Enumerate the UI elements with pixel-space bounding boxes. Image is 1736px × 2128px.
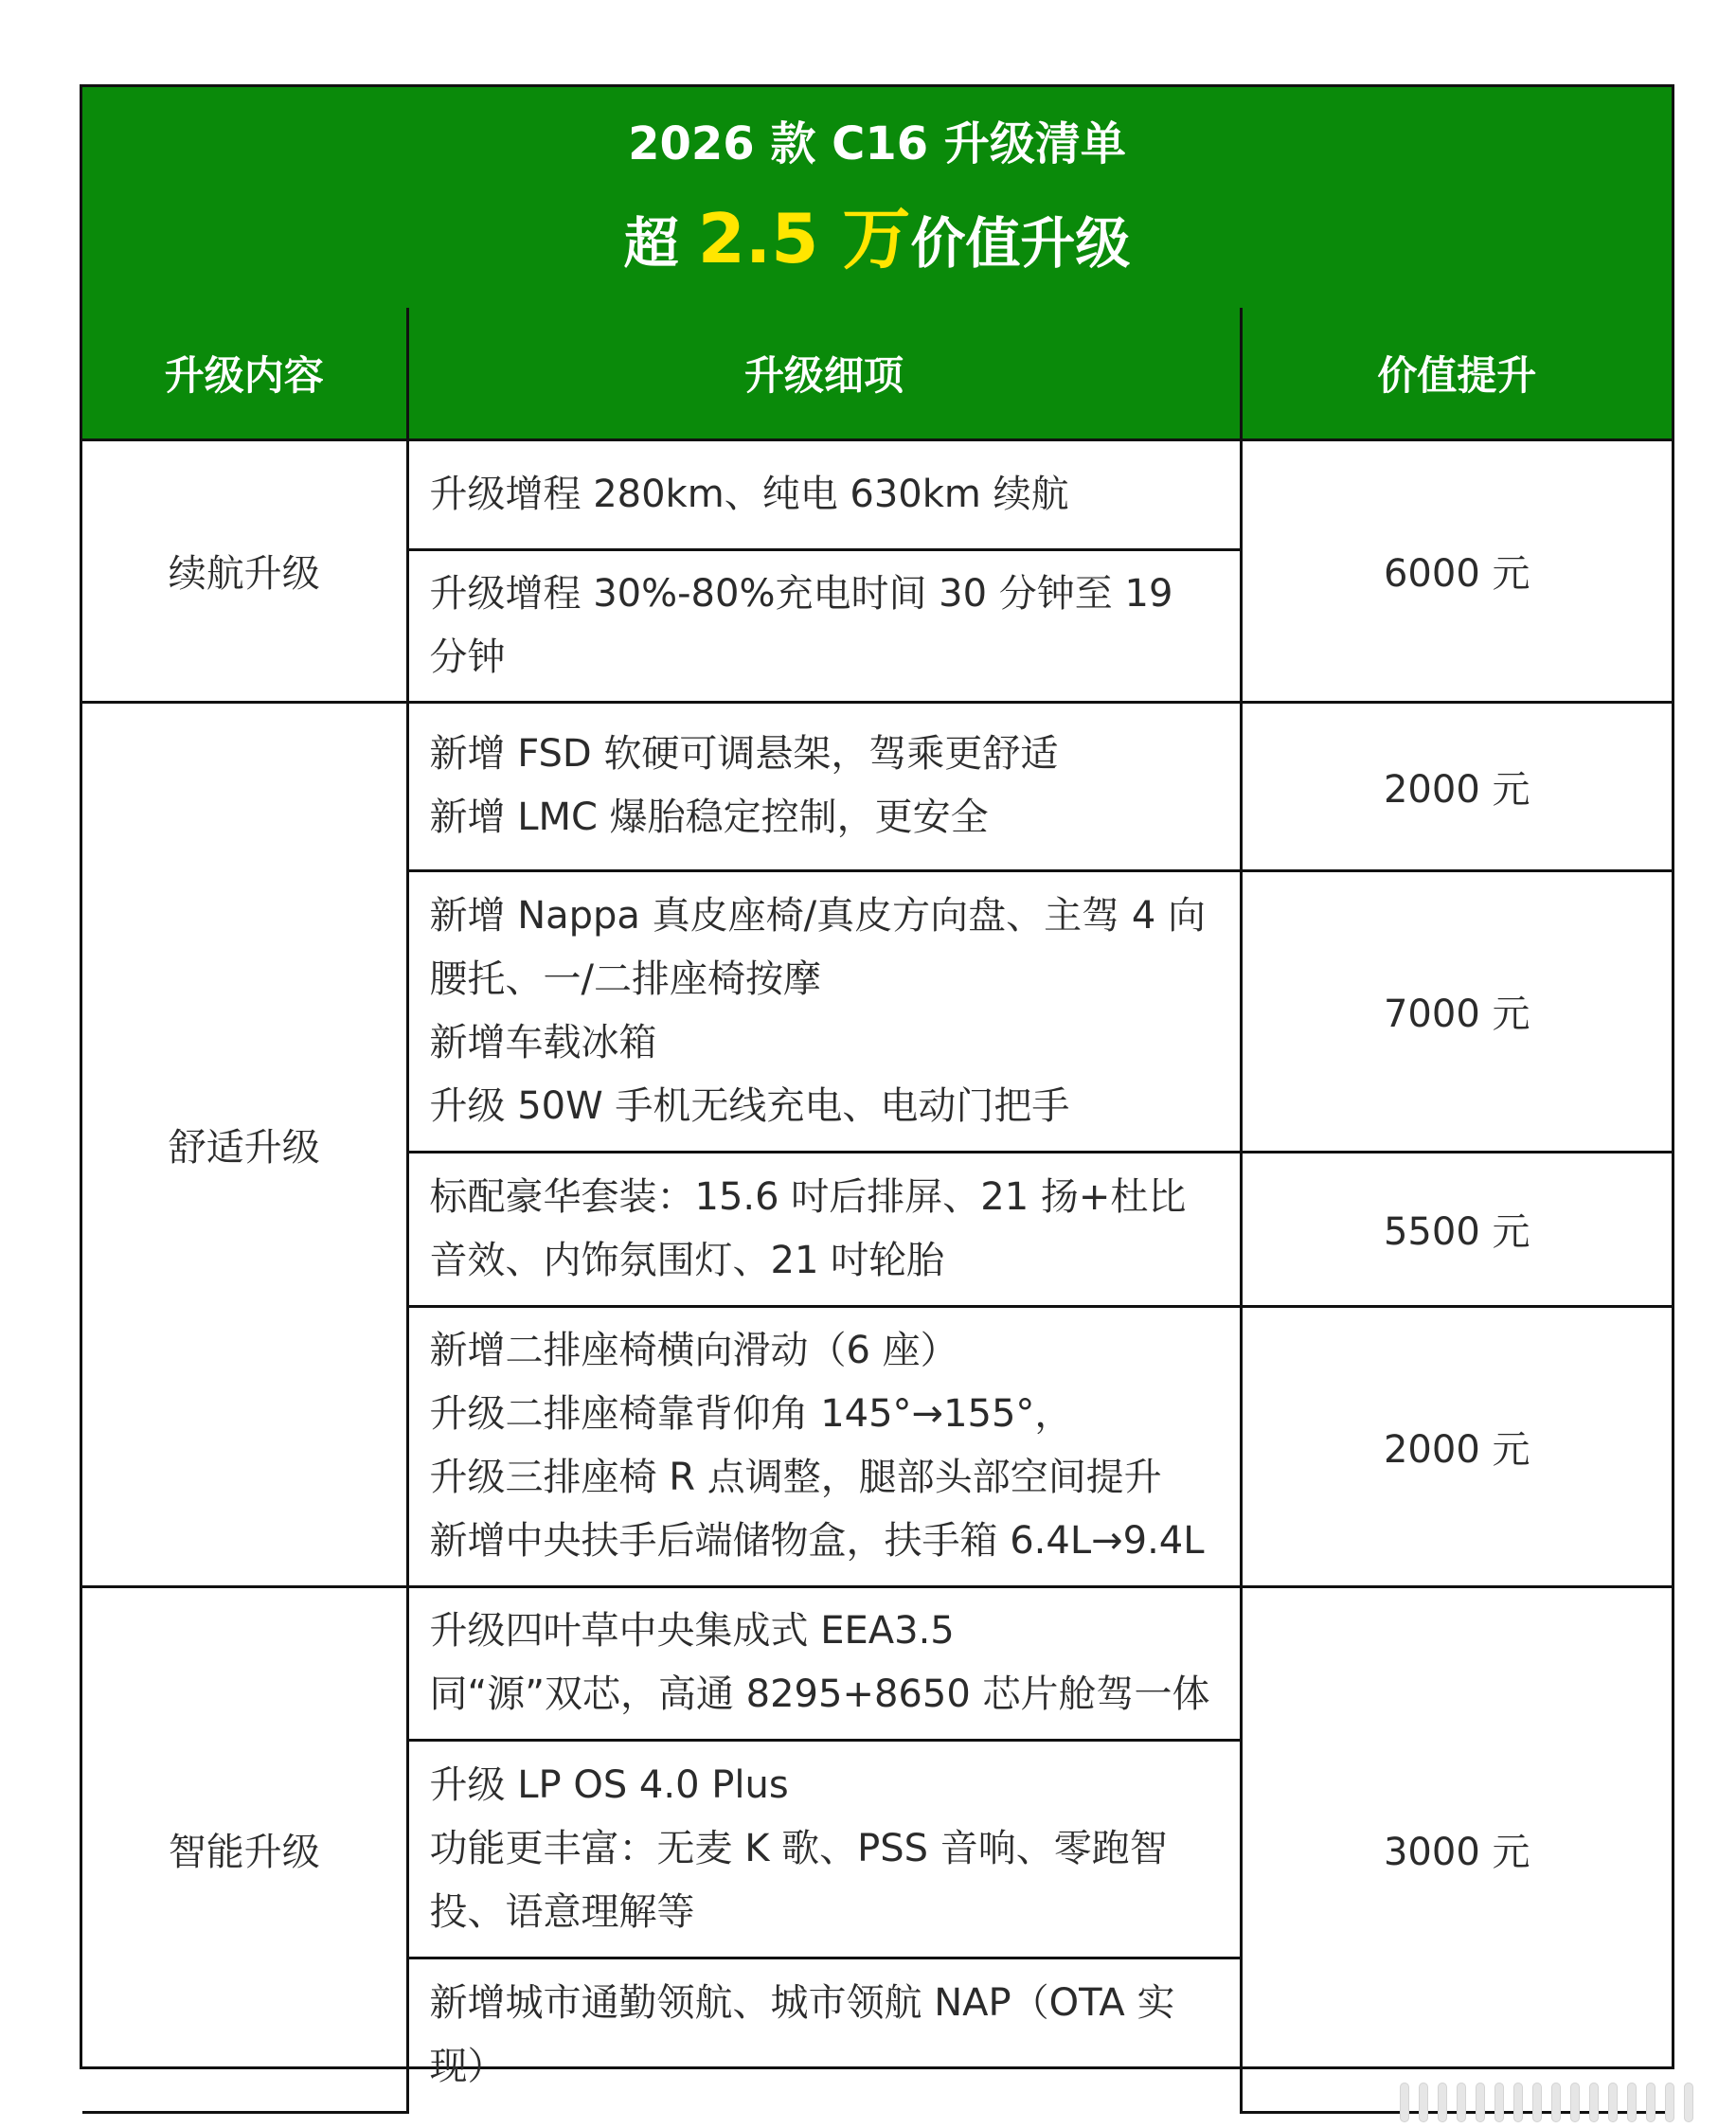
detail-line: 升级三排座椅 R 点调整，腿部头部空间提升 — [429, 1456, 1162, 1499]
upgrade-table — [82, 308, 1672, 2114]
watermark-bar — [1570, 2083, 1580, 2122]
table-row — [82, 1586, 1672, 1740]
watermark-bar — [1532, 2083, 1542, 2122]
detail-line: 新增 FSD 软硬可调悬架，驾乘更舒适 — [429, 732, 1059, 776]
detail-cell — [407, 870, 1241, 1152]
category-cell-range: 续航升级 — [82, 439, 407, 702]
page-title: 2026 款 C16 升级清单 — [628, 117, 1126, 170]
detail-line: 功能更丰富：无麦 K 歌、PSS 音响、零跑智投、语意理解等 — [429, 1826, 1168, 1934]
table-header-row — [82, 308, 1672, 439]
column-header-details: 升级细项 — [407, 308, 1241, 439]
subtitle-highlight-value: 2.5 万 — [697, 199, 911, 278]
watermark-bar — [1438, 2083, 1447, 2122]
value-cell: 7000 元 — [1241, 870, 1672, 1152]
watermark-bar — [1665, 2083, 1674, 2122]
watermark-bar — [1646, 2083, 1655, 2122]
detail-line: 升级四叶草中央集成式 EEA3.5 — [429, 1609, 955, 1653]
category-cell-comfort: 舒适升级 — [82, 702, 407, 1586]
detail-line: 新增城市通勤领航、城市领航 NAP（OTA 实现） — [429, 1981, 1175, 2089]
page-subtitle — [82, 201, 1672, 281]
value-cell: 3000 元 — [1241, 1586, 1672, 2112]
watermark-bar — [1476, 2083, 1485, 2122]
value-cell: 6000 元 — [1241, 439, 1672, 702]
category-cell-smart: 智能升级 — [82, 1586, 407, 2112]
detail-line: 新增 Nappa 真皮座椅/真皮方向盘、主驾 4 向腰托、一/二排座椅按摩 — [429, 893, 1207, 1001]
detail-cell — [407, 1306, 1241, 1586]
watermark-bar — [1551, 2083, 1561, 2122]
watermark-bar — [1419, 2083, 1428, 2122]
detail-line: 标配豪华套装：15.6 吋后排屏、21 扬+杜比音效、内饰氛围灯、21 吋轮胎 — [429, 1174, 1187, 1282]
watermark-bar — [1684, 2083, 1693, 2122]
column-header-category: 升级内容 — [82, 308, 407, 439]
table-row — [82, 439, 1672, 549]
detail-line: 升级增程 30%-80%充电时间 30 分钟至 19 分钟 — [429, 571, 1186, 679]
detail-line: 新增中央扶手后端储物盒，扶手箱 6.4L→9.4L — [429, 1519, 1205, 1563]
watermark-bar — [1400, 2083, 1409, 2122]
watermark-bars — [1400, 2082, 1712, 2123]
watermark-bar — [1494, 2083, 1504, 2122]
detail-cell — [407, 702, 1241, 870]
detail-line: 新增 LMC 爆胎稳定控制，更安全 — [429, 796, 989, 839]
watermark-bar — [1627, 2083, 1637, 2122]
detail-line: 新增车载冰箱 — [429, 1020, 657, 1064]
detail-cell — [407, 1958, 1241, 2112]
detail-line: 升级 LP OS 4.0 Plus — [429, 1762, 789, 1807]
upgrade-list-sheet — [80, 84, 1674, 2089]
detail-line: 升级二排座椅靠背仰角 145°→155°， — [429, 1392, 1073, 1436]
watermark-bar — [1608, 2083, 1618, 2122]
value-cell: 5500 元 — [1241, 1152, 1672, 1306]
detail-line: 同“源”双芯，高通 8295+8650 芯片舱驾一体 — [429, 1672, 1210, 1716]
detail-line: 升级 50W 手机无线充电、电动门把手 — [429, 1083, 1070, 1128]
table-row — [82, 702, 1672, 870]
detail-line: 升级增程 280km、纯电 630km 续航 — [429, 472, 1069, 516]
detail-cell — [407, 549, 1241, 702]
column-header-value: 价值提升 — [1241, 308, 1672, 439]
detail-cell — [407, 1152, 1241, 1306]
watermark-bar — [1513, 2083, 1523, 2122]
detail-line: 新增二排座椅横向滑动（6 座） — [429, 1329, 958, 1372]
subtitle-suffix: 价值升级 — [910, 211, 1131, 276]
watermark-bar — [1589, 2083, 1599, 2122]
detail-cell — [407, 1586, 1241, 1740]
detail-cell — [407, 1740, 1241, 1958]
title-banner — [82, 87, 1672, 311]
value-cell: 2000 元 — [1241, 1306, 1672, 1586]
subtitle-prefix: 超 — [623, 211, 698, 276]
watermark-bar — [1457, 2083, 1466, 2122]
value-cell: 2000 元 — [1241, 702, 1672, 870]
detail-cell — [407, 439, 1241, 549]
